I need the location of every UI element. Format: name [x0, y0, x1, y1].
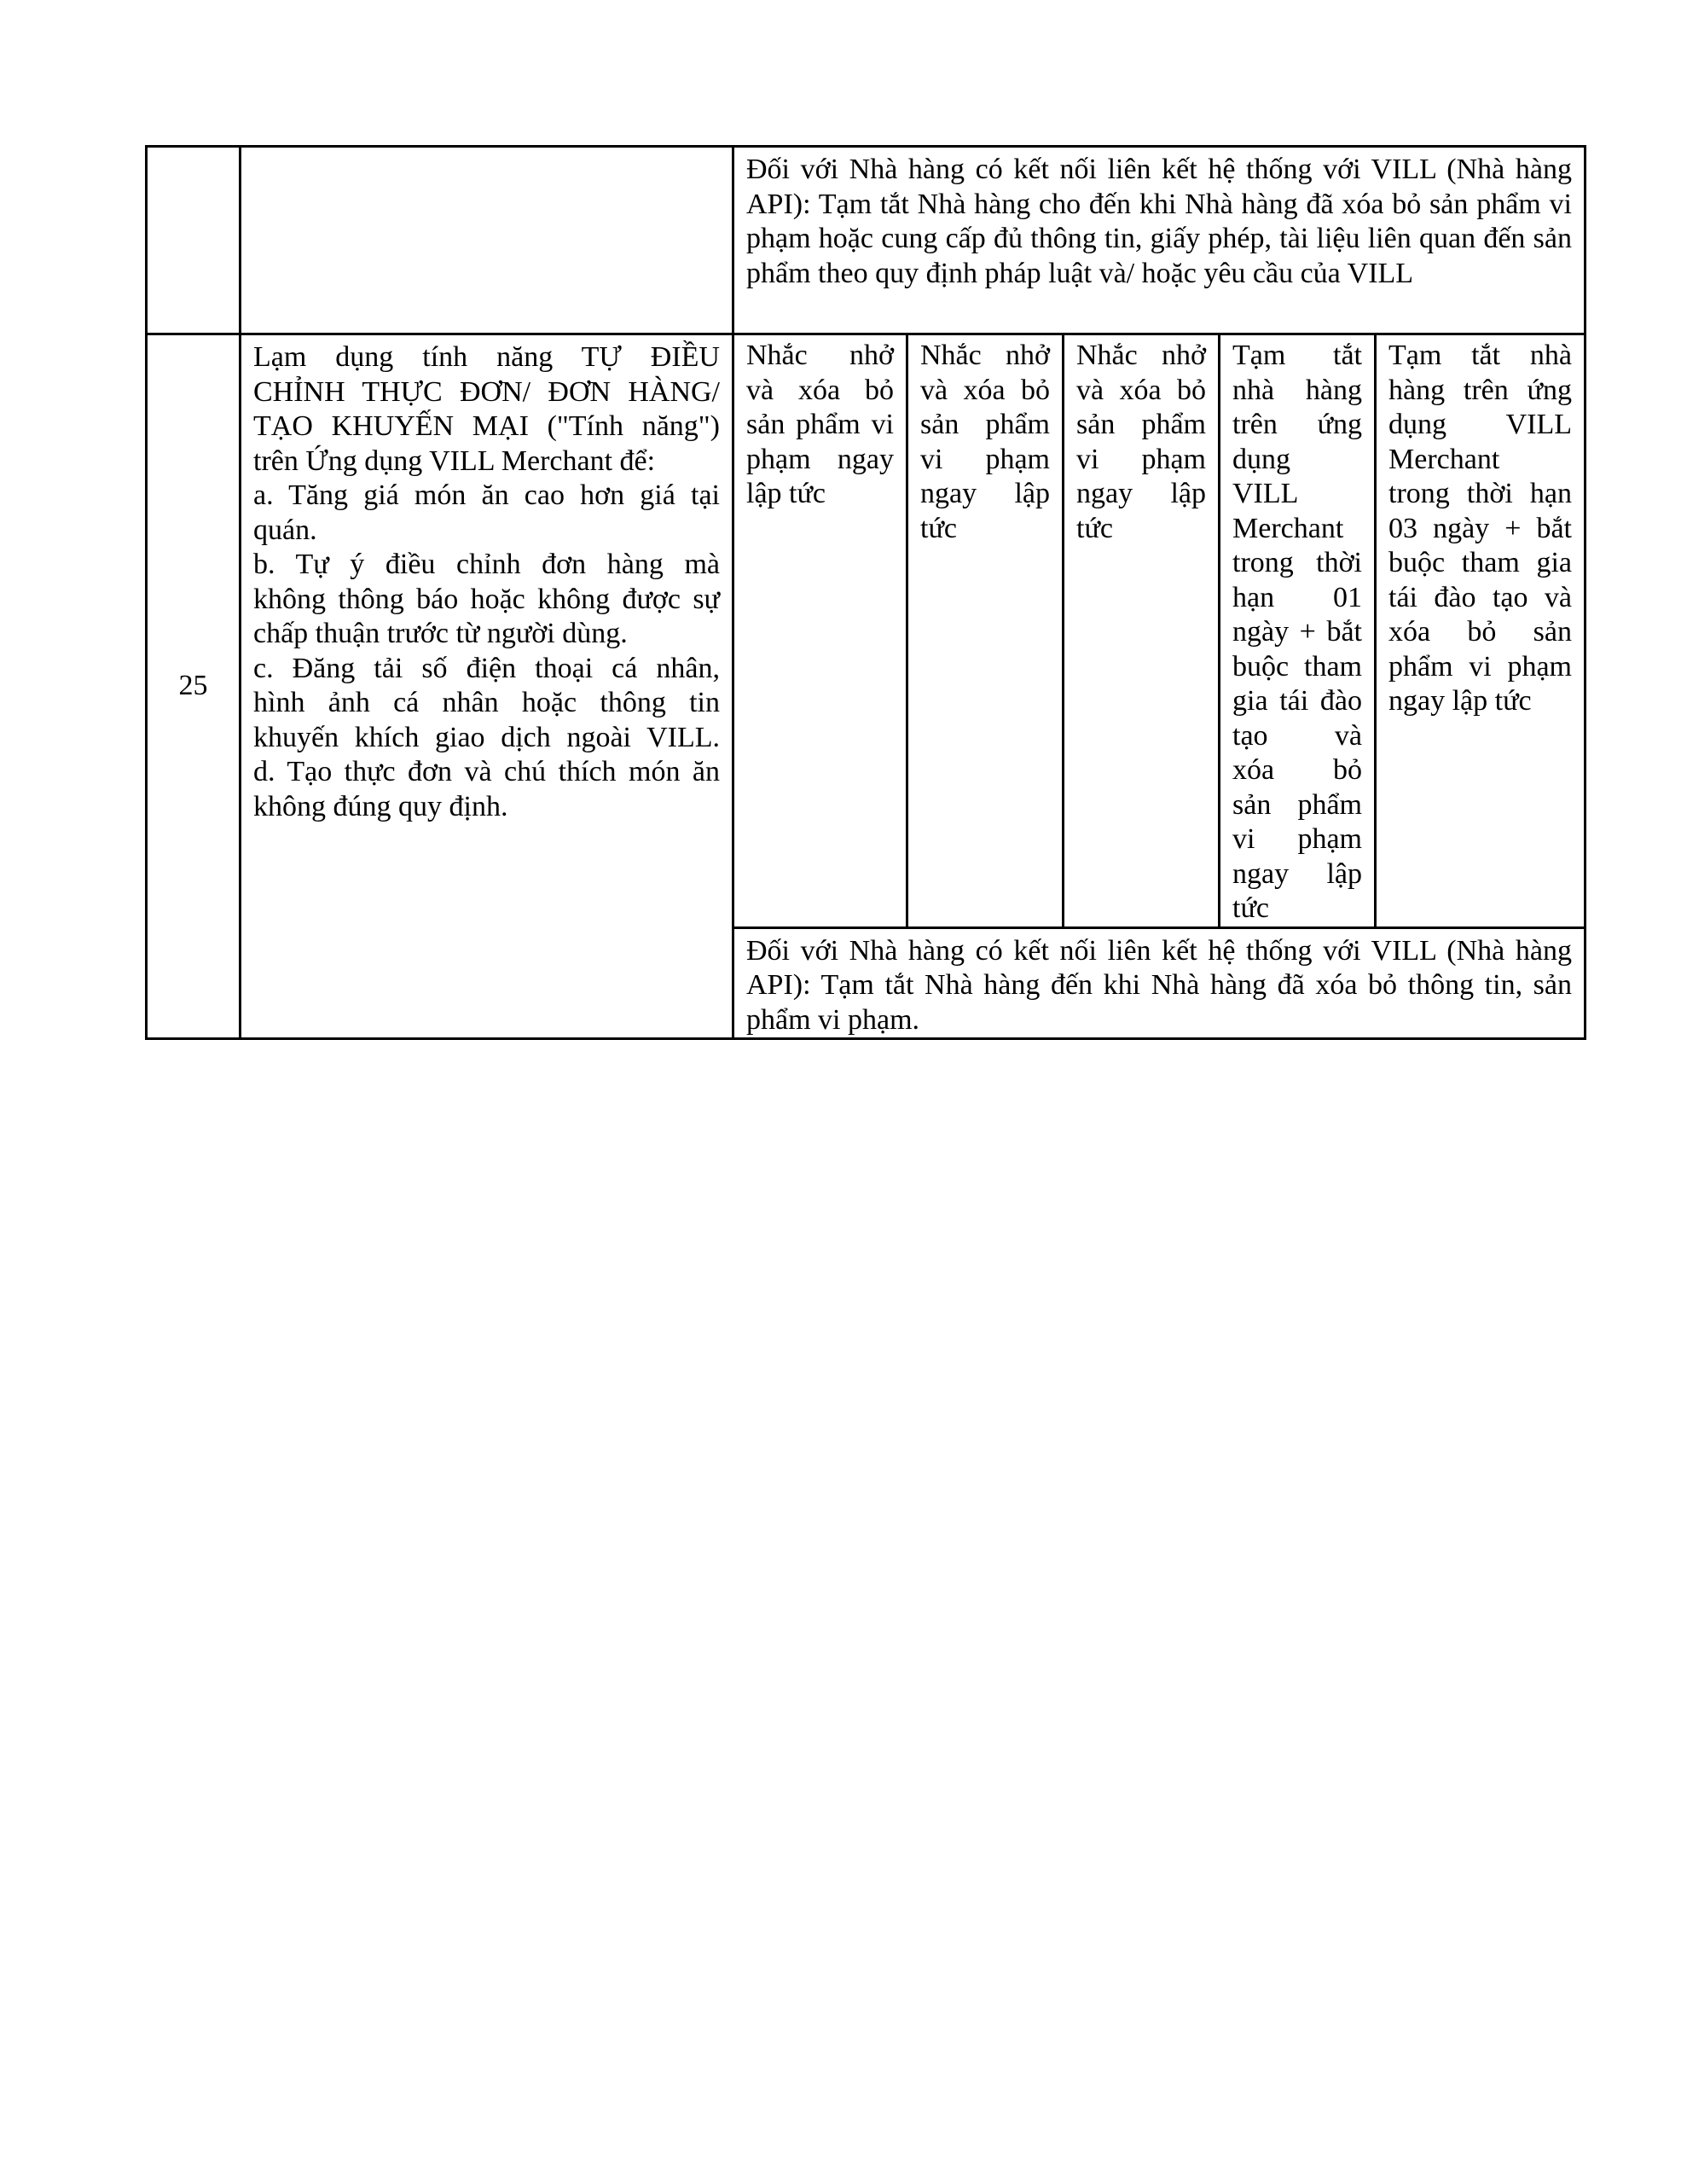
- stt-cell: 25: [147, 334, 241, 1039]
- penalty-line: Nhắc nhở: [746, 340, 894, 371]
- penalty-line: phạm ngay: [746, 443, 894, 475]
- penalty-line: lập tức: [746, 478, 826, 509]
- penalty-line: vi phạm: [1232, 823, 1362, 855]
- violation-line: chấp thuận trước từ người dùng.: [253, 618, 628, 649]
- violation-line: khuyến khích giao dịch ngoài VILL.: [253, 721, 720, 753]
- penalty-line: và xóa bỏ: [746, 374, 894, 406]
- penalty-line: sản phẩm vi: [746, 409, 894, 440]
- penalty-line: buộc tham: [1232, 650, 1362, 682]
- penalty-line: trên ứng: [1232, 409, 1362, 440]
- penalty-line: tức: [1232, 892, 1269, 924]
- penalty-line: tái đào tạo và: [1388, 581, 1572, 613]
- violation-line: quán.: [253, 514, 317, 546]
- stt-cell: [147, 147, 241, 334]
- penalty-line: ngay lập: [1232, 857, 1362, 890]
- penalty-line: ngay lập tức: [1388, 685, 1532, 717]
- penalty-line: ngay lập: [1076, 478, 1206, 509]
- penalty-line: vi phạm: [920, 443, 1050, 475]
- api-restaurant-note: Đối với Nhà hàng có kết nối liên kết hệ thống với VILL (Nhà hàng API): Tạm tắt Nhà hàng đến khi Nhà hàng đã xóa bỏ thông tin, sản phẩm vi phạm.: [733, 927, 1586, 1039]
- penalty-line: trong thời: [1232, 547, 1362, 578]
- penalty-line: Nhắc nhở: [1076, 340, 1206, 371]
- penalty-level-5: [1376, 334, 1586, 928]
- penalty-line: sản phẩm: [1076, 409, 1206, 440]
- penalty-line: và xóa bỏ: [920, 374, 1050, 406]
- violation-line: b. Tự ý điều chỉnh đơn hàng mà: [253, 549, 720, 580]
- violation-cell: [241, 147, 733, 334]
- penalty-line: sản phẩm: [1232, 788, 1362, 821]
- violation-line: a. Tăng giá món ăn cao hơn giá tại: [253, 479, 720, 511]
- penalty-line: 03 ngày + bắt: [1388, 512, 1572, 544]
- penalty-line: Nhắc nhở: [920, 340, 1050, 371]
- penalty-line: dụng VILL: [1388, 409, 1572, 440]
- violation-table: [145, 145, 1586, 1040]
- penalty-line: hàng trên ứng: [1388, 374, 1572, 406]
- violation-line: không đúng quy định.: [253, 790, 508, 822]
- penalty-line: tạo và: [1232, 719, 1362, 752]
- penalty-level-4: [1220, 334, 1376, 928]
- penalty-line: nhà hàng: [1232, 374, 1362, 406]
- violation-description: [241, 334, 733, 1039]
- penalty-line: Tạm tắt: [1232, 340, 1362, 371]
- penalty-line: Tạm tắt nhà: [1388, 340, 1572, 371]
- penalty-level-3: [1064, 334, 1220, 928]
- table-row-25: [147, 334, 1586, 928]
- penalty-line: ngày + bắt: [1232, 616, 1362, 648]
- penalty-line: trong thời hạn: [1388, 478, 1572, 509]
- violation-line: d. Tạo thực đơn và chú thích món ăn: [253, 756, 720, 787]
- penalty-level-2: [907, 334, 1064, 928]
- violation-line: hình ảnh cá nhân hoặc thông tin: [253, 687, 720, 718]
- penalty-line: gia tái đào: [1232, 685, 1362, 717]
- penalty-line: buộc tham gia: [1388, 547, 1572, 578]
- penalty-line: vi phạm: [1076, 443, 1206, 475]
- violation-line: trên Ứng dụng VILL Merchant để:: [253, 444, 656, 477]
- penalty-line: ngay lập: [920, 478, 1050, 509]
- penalty-line: xóa bỏ sản: [1388, 616, 1572, 648]
- table-row-24-continued: [147, 147, 1586, 334]
- violation-line: CHỈNH THỰC ĐƠN/ ĐƠN HÀNG/: [253, 375, 720, 408]
- penalty-line: Merchant: [1388, 443, 1500, 475]
- violation-line: Lạm dụng tính năng TỰ ĐIỀU: [253, 341, 720, 373]
- violation-line: không thông báo hoặc không được sự: [253, 583, 720, 615]
- penalty-line: sản phẩm: [920, 409, 1050, 440]
- penalty-line: dụng: [1232, 443, 1290, 475]
- penalty-line: phẩm vi phạm: [1388, 650, 1572, 682]
- penalty-line: hạn 01: [1232, 581, 1362, 613]
- penalty-line: VILL: [1232, 478, 1299, 509]
- violation-line: c. Đăng tải số điện thoại cá nhân,: [253, 652, 720, 684]
- penalty-line: và xóa bỏ: [1076, 374, 1206, 406]
- api-restaurant-note: Đối với Nhà hàng có kết nối liên kết hệ thống với VILL (Nhà hàng API): Tạm tắt Nhà hàng cho đến khi Nhà hàng đã xóa bỏ sản phẩm vi phạm hoặc cung cấp đủ thông tin, giấy phép, tài liệu liên quan đến sản phẩm theo quy định pháp luật và/ hoặc yêu cầu của VILL: [733, 147, 1586, 334]
- penalty-level-1: [733, 334, 907, 928]
- penalty-line: tức: [920, 512, 957, 544]
- penalty-line: tức: [1076, 512, 1113, 544]
- penalty-line: xóa bỏ: [1232, 754, 1362, 786]
- violation-line: TẠO KHUYẾN MẠI ("Tính năng"): [253, 410, 720, 442]
- penalty-line: Merchant: [1232, 512, 1344, 544]
